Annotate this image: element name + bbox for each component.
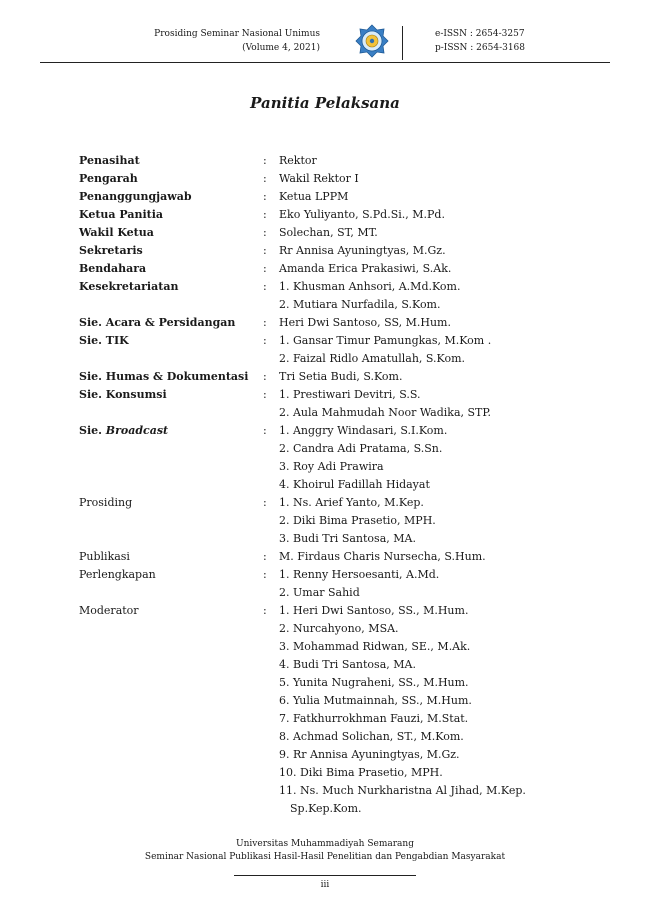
member-name: 2. Aula Mahmudah Noor Wadika, STP. xyxy=(279,406,492,419)
role-separator: : xyxy=(263,604,267,617)
member-name: Heri Dwi Santoso, SS, M.Hum. xyxy=(279,316,451,329)
role-separator: : xyxy=(263,568,267,581)
committee-row xyxy=(79,494,619,548)
committee-row xyxy=(79,278,619,314)
member-list xyxy=(279,548,619,566)
page-header xyxy=(40,24,610,62)
committee-row xyxy=(79,224,619,242)
member-name: 5. Yunita Nugraheni, SS., M.Hum. xyxy=(279,676,469,689)
member-name: 6. Yulia Mutmainnah, SS., M.Hum. xyxy=(279,694,472,707)
role-separator: : xyxy=(263,154,267,167)
role-label: Sie. Humas & Dokumentasi xyxy=(79,370,249,383)
member-name: Amanda Erica Prakasiwi, S.Ak. xyxy=(279,262,452,275)
member-name: 9. Rr Annisa Ayuningtyas, M.Gz. xyxy=(279,748,460,761)
role-label: Moderator xyxy=(79,604,139,617)
member-name: 2. Nurcahyono, MSA. xyxy=(279,622,399,635)
member-name: 2. Candra Adi Pratama, S.Sn. xyxy=(279,442,443,455)
member-name: M. Firdaus Charis Nursecha, S.Hum. xyxy=(279,550,486,563)
role-separator: : xyxy=(263,262,267,275)
role-label: Sie. Acara & Persidangan xyxy=(79,316,236,329)
role-separator: : xyxy=(263,424,267,437)
page-footer xyxy=(0,838,650,864)
proceeding-info xyxy=(154,27,320,55)
role-separator: : xyxy=(263,208,267,221)
member-list xyxy=(279,170,619,188)
member-name: 10. Diki Bima Prasetio, MPH. xyxy=(279,766,443,779)
member-name-continuation: Sp.Kep.Kom. xyxy=(290,802,362,815)
role-separator: : xyxy=(263,550,267,563)
header-divider xyxy=(402,26,403,60)
role-italic: Broadcast xyxy=(105,424,169,437)
proceeding-title: Prosiding Seminar Nasional Unimus xyxy=(154,29,320,39)
member-list xyxy=(279,566,619,602)
role-label: Sekretaris xyxy=(79,244,143,257)
university-seal-icon xyxy=(355,24,389,58)
member-name: 7. Fatkhurrokhman Fauzi, M.Stat. xyxy=(279,712,469,725)
member-list xyxy=(279,602,619,818)
committee-row xyxy=(79,152,619,170)
committee-row xyxy=(79,566,619,602)
role-separator: : xyxy=(263,190,267,203)
role-label: Sie. TIK xyxy=(79,334,129,347)
committee-row xyxy=(79,260,619,278)
member-list xyxy=(279,368,619,386)
member-name: 1. Ns. Arief Yanto, M.Kep. xyxy=(279,496,424,509)
member-name: 3. Budi Tri Santosa, MA. xyxy=(279,532,416,545)
role-separator: : xyxy=(263,226,267,239)
role-label: Sie. Konsumsi xyxy=(79,388,167,401)
committee-list xyxy=(79,152,619,818)
role-label: Ketua Panitia xyxy=(79,208,164,221)
committee-row xyxy=(79,602,619,818)
member-name: 1. Khusman Anhsori, A.Md.Kom. xyxy=(279,280,461,293)
member-name: 4. Budi Tri Santosa, MA. xyxy=(279,658,416,671)
proceeding-volume: (Volume 4, 2021) xyxy=(242,43,320,53)
member-name: Rr Annisa Ayuningtyas, M.Gz. xyxy=(279,244,446,257)
page-title: Panitia Pelaksana xyxy=(250,94,400,112)
member-name: 4. Khoirul Fadillah Hidayat xyxy=(279,478,430,491)
member-name xyxy=(279,782,619,818)
member-name: Solechan, ST, MT. xyxy=(279,226,378,239)
role-label: Prosiding xyxy=(79,496,133,509)
committee-row xyxy=(79,386,619,422)
member-list xyxy=(279,278,619,314)
role-label: Bendahara xyxy=(79,262,147,275)
footer-institution: Universitas Muhammadiyah Semarang xyxy=(236,839,414,849)
member-name: 1. Renny Hersoesanti, A.Md. xyxy=(279,568,440,581)
role-label: Wakil Ketua xyxy=(79,226,154,239)
member-list xyxy=(279,206,619,224)
committee-row xyxy=(79,206,619,224)
role-label xyxy=(79,422,263,494)
member-list xyxy=(279,224,619,242)
member-name: Ketua LPPM xyxy=(279,190,349,203)
member-list xyxy=(279,422,619,494)
issn-info xyxy=(435,27,525,55)
member-name: 3. Roy Adi Prawira xyxy=(279,460,384,473)
p-issn: p-ISSN : 2654-3168 xyxy=(435,43,526,53)
member-list xyxy=(279,152,619,170)
member-name: 1. Anggry Windasari, S.I.Kom. xyxy=(279,424,448,437)
member-list xyxy=(279,188,619,206)
role-separator: : xyxy=(263,316,267,329)
member-name: 1. Heri Dwi Santoso, SS., M.Hum. xyxy=(279,604,469,617)
member-name: 2. Mutiara Nurfadila, S.Kom. xyxy=(279,298,441,311)
committee-row xyxy=(79,242,619,260)
committee-row xyxy=(79,422,619,494)
committee-row xyxy=(79,188,619,206)
committee-row xyxy=(79,368,619,386)
member-name: 1. Prestiwari Devitri, S.S. xyxy=(279,388,421,401)
member-name: 3. Mohammad Ridwan, SE., M.Ak. xyxy=(279,640,471,653)
committee-row xyxy=(79,314,619,332)
member-list xyxy=(279,260,619,278)
footer-seminar: Seminar Nasional Publikasi Hasil-Hasil Penelitian dan Pengabdian Masyarakat xyxy=(144,852,506,862)
member-name: Eko Yuliyanto, S.Pd.Si., M.Pd. xyxy=(279,208,445,221)
footer-rule xyxy=(234,875,416,876)
committee-row xyxy=(79,332,619,368)
role-separator: : xyxy=(263,244,267,257)
role-label: Penasihat xyxy=(79,154,140,167)
e-issn: e-ISSN : 2654-3257 xyxy=(435,29,525,39)
role-separator: : xyxy=(263,334,267,347)
role-separator: : xyxy=(263,370,267,383)
member-name: Tri Setia Budi, S.Kom. xyxy=(279,370,403,383)
member-list xyxy=(279,314,619,332)
member-name: 2. Faizal Ridlo Amatullah, S.Kom. xyxy=(279,352,466,365)
member-name: Wakil Rektor I xyxy=(279,172,359,185)
header-rule xyxy=(40,62,610,63)
member-name: Rektor xyxy=(279,154,317,167)
role-label: Penanggungjawab xyxy=(79,190,192,203)
member-list xyxy=(279,332,619,368)
role-separator: : xyxy=(263,388,267,401)
member-list xyxy=(279,386,619,422)
role-label: Kesekretariatan xyxy=(79,280,179,293)
role-label: Perlengkapan xyxy=(79,568,156,581)
role-separator: : xyxy=(263,172,267,185)
role-label: Publikasi xyxy=(79,550,130,563)
member-name: 1. Gansar Timur Pamungkas, M.Kom . xyxy=(279,334,492,347)
member-list xyxy=(279,242,619,260)
member-name: 2. Umar Sahid xyxy=(279,586,360,599)
page-number: iii xyxy=(320,880,330,890)
member-list xyxy=(279,494,619,548)
role-prefix: Sie. xyxy=(79,424,106,437)
member-name: 2. Diki Bima Prasetio, MPH. xyxy=(279,514,436,527)
role-separator: : xyxy=(263,280,267,293)
committee-row xyxy=(79,170,619,188)
role-label: Pengarah xyxy=(79,172,138,185)
role-separator: : xyxy=(263,496,267,509)
member-name-main: 11. Ns. Much Nurkharistna Al Jihad, M.Kep. xyxy=(279,784,526,797)
committee-row xyxy=(79,548,619,566)
member-name: 8. Achmad Solichan, ST., M.Kom. xyxy=(279,730,464,743)
